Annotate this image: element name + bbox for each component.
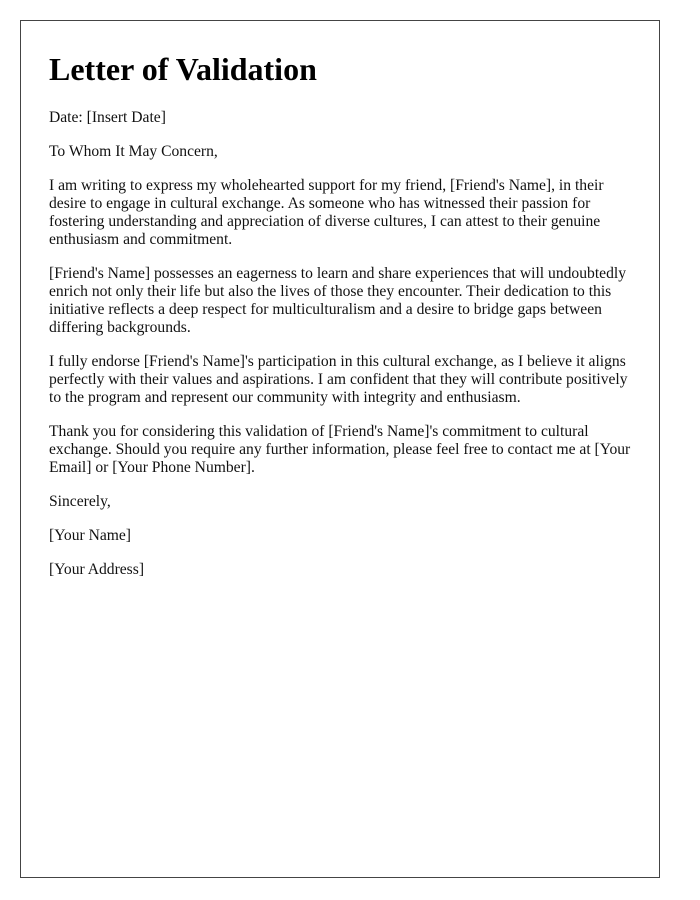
letter-title: Letter of Validation [49,51,317,87]
signature-address: [Your Address] [49,561,145,578]
signature-name: [Your Name] [49,527,132,544]
body-paragraph-eagerness: [Friend's Name] possesses an eagerness to learn and share experiences that will undoubtedly enrich not only their life but also the lives of those they encounter. Their dedication to this initiative reflects a deep respect for multiculturalism and a desire to bridge gaps between differing backgrounds. [49,265,626,336]
body-paragraph-thanks: Thank you for considering this validation of [Friend's Name]'s commitment to cultural exchange. Should you require any further information, please feel free to contact me at [Your Email] or [Your Phone Number]. [49,423,631,476]
letter-page [20,20,660,878]
letter-salutation: To Whom It May Concern, [49,143,218,160]
body-paragraph-endorsement: I fully endorse [Friend's Name]'s participation in this cultural exchange, as I believe it aligns perfectly with their values and aspirations. I am confident that they will contribute positively to the program and represent our community with integrity and enthusiasm. [49,353,628,406]
letter-closing: Sincerely, [49,493,111,510]
letter-date: Date: [Insert Date] [49,109,166,126]
body-paragraph-support: I am writing to express my wholehearted support for my friend, [Friend's Name], in their desire to engage in cultural exchange. As someone who has witnessed their passion for fostering understanding and appreciation of diverse cultures, I can attest to their genuine enthusiasm and commitment. [49,177,604,248]
